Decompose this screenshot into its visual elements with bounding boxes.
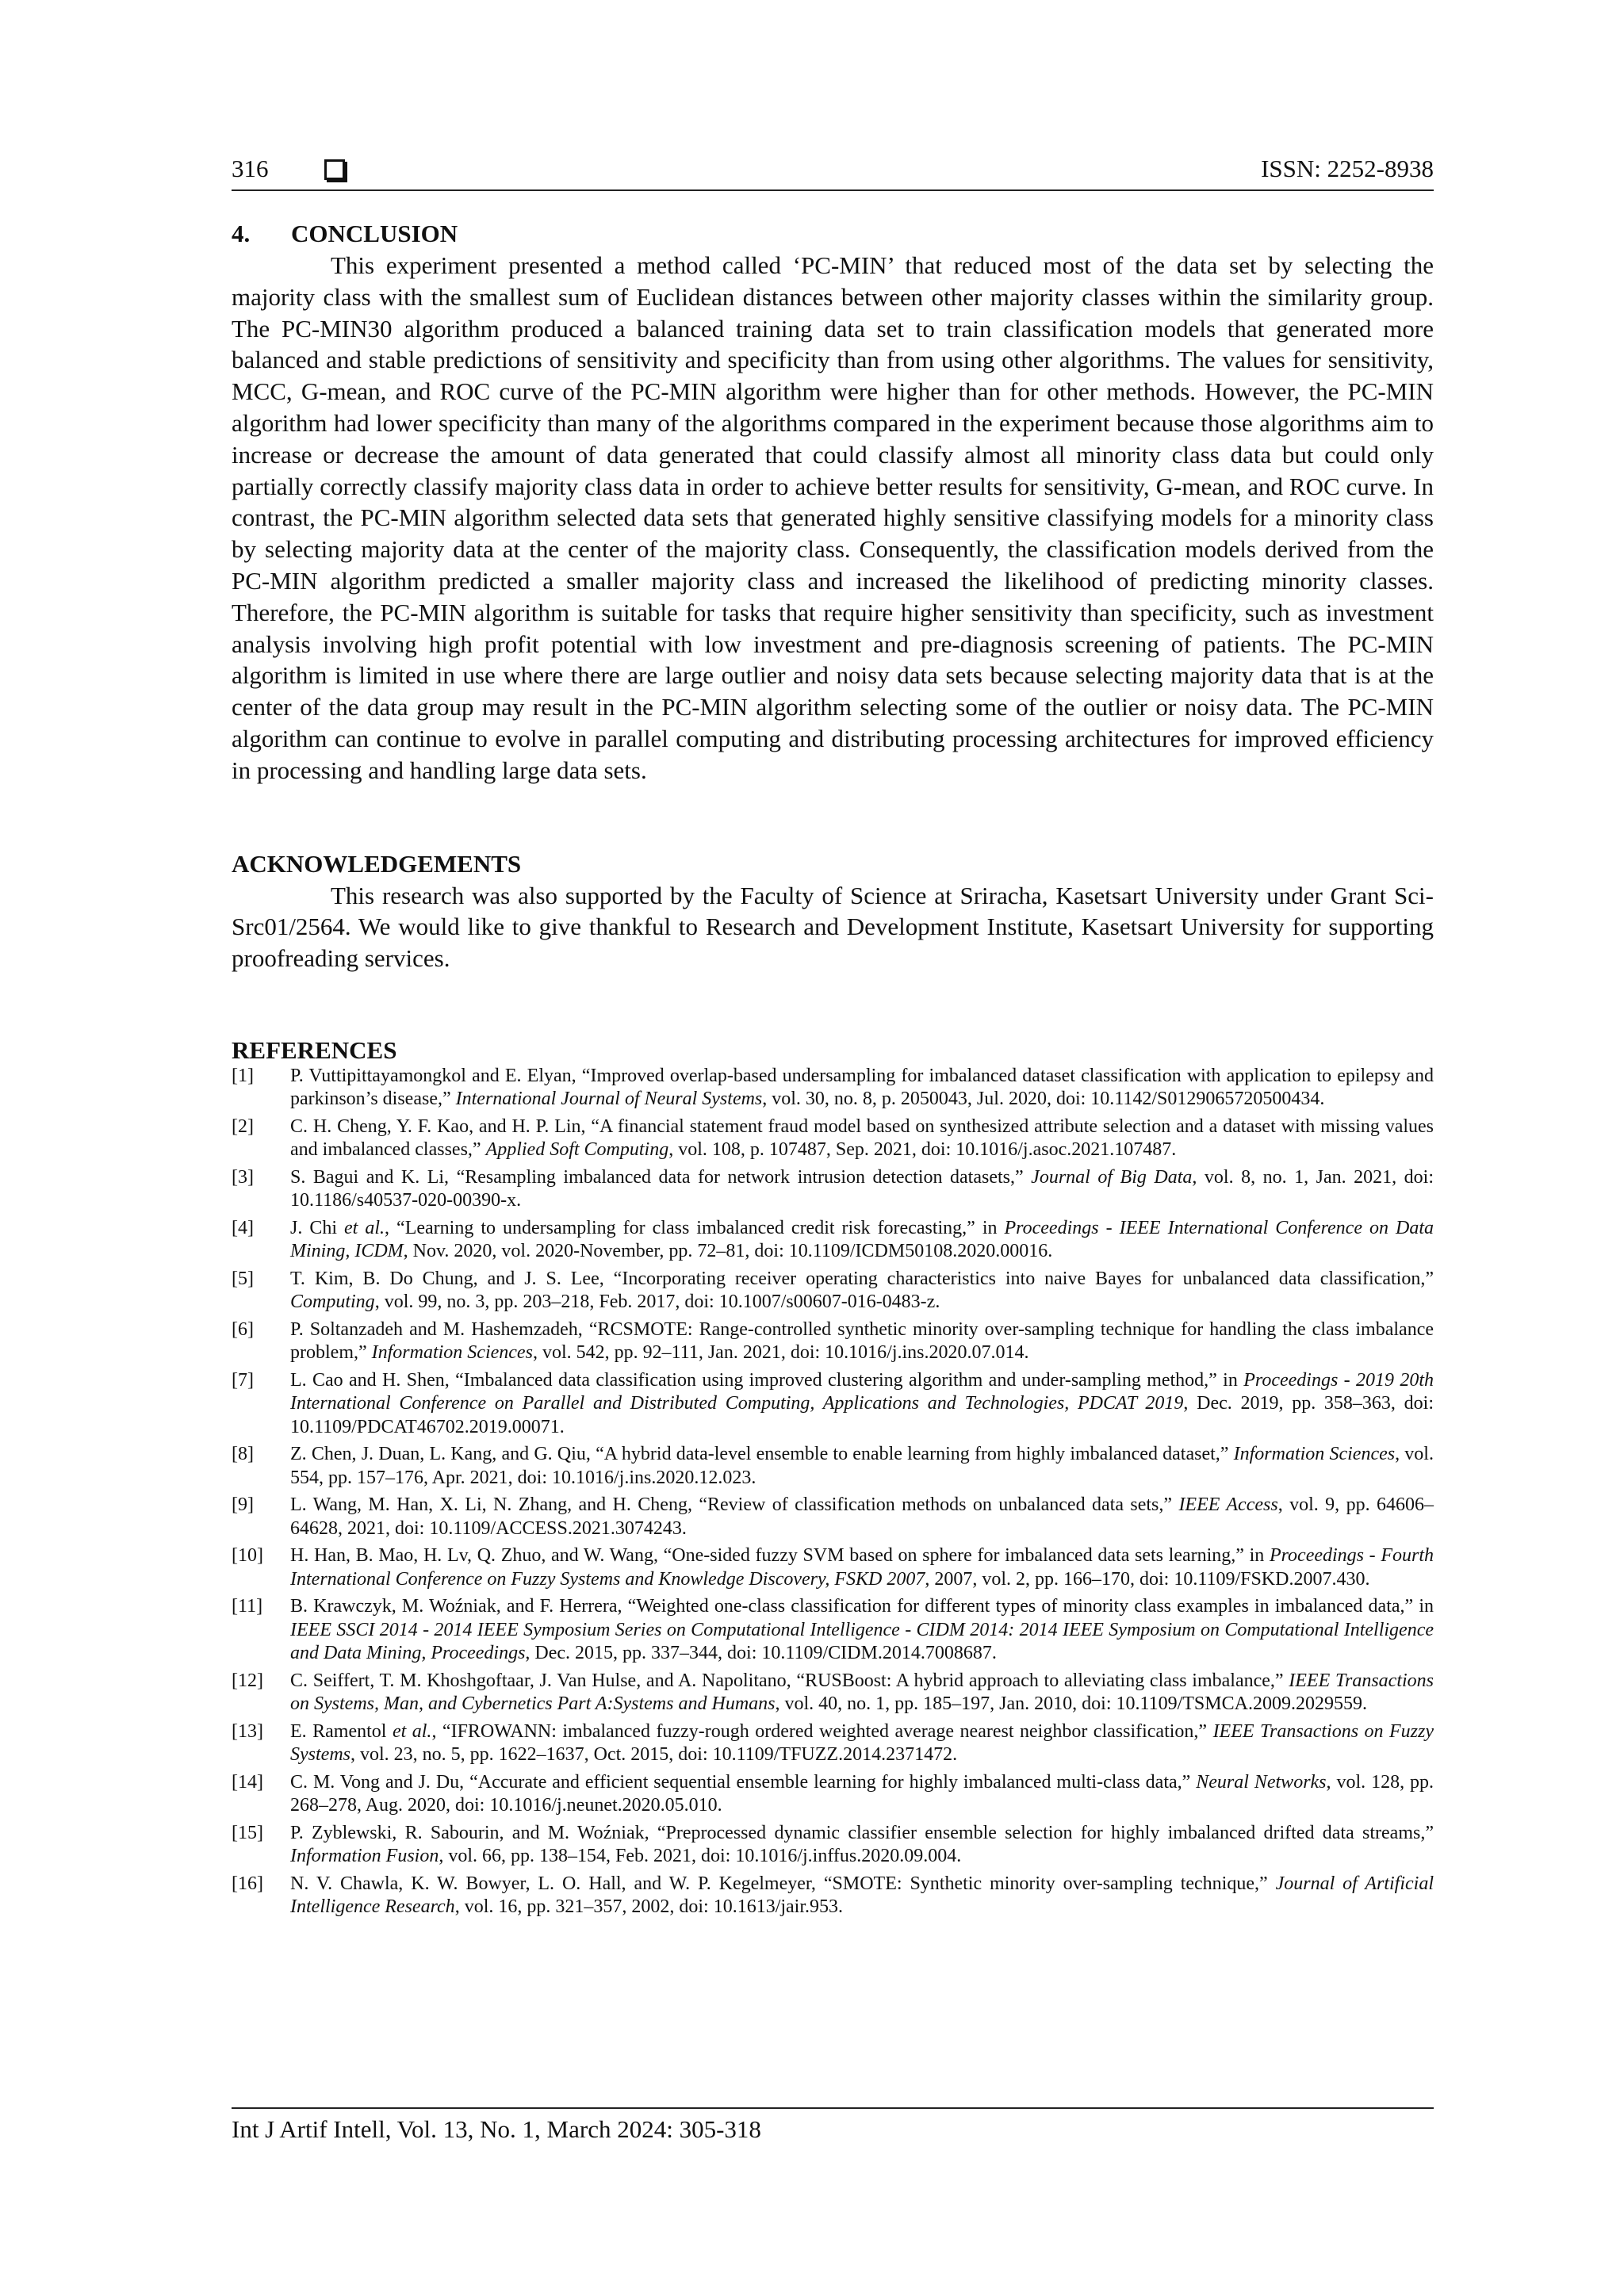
reference-item [232,1369,1434,1440]
reference-before: E. Ramentol [290,1720,393,1742]
reference-venue: Information Sciences [1233,1444,1396,1465]
reference-item [232,1544,1434,1591]
reference-text [290,1369,1434,1440]
reference-venue: IEEE SSCI 2014 - 2014 IEEE Symposium Series on Computational Intelligence - CIDM 2014: 2014 IEEE Symposium on Computational Intelligence and Data Mining, Proceedings [290,1619,1434,1664]
reference-after: , vol. 66, pp. 138–154, Feb. 2021, doi: 10.1016/j.inffus.2020.09.004. [439,1846,962,1867]
reference-after: , Nov. 2020, vol. 2020-November, pp. 72–81, doi: 10.1109/ICDM50108.2020.00016. [403,1241,1053,1262]
reference-venue: Computing [290,1292,375,1313]
reference-item [232,1318,1434,1365]
acknowledgements-heading: ACKNOWLEDGEMENTS [232,849,522,878]
reference-etal: et al. [344,1217,385,1238]
reference-item [232,1166,1434,1213]
reference-mid: , “IFROWANN: imbalanced fuzzy-rough ordered weighted average nearest neighbor classification,” [431,1720,1213,1742]
reference-before: P. Soltanzadeh and M. Hashemzadeh, “RCSMOTE: Range-controlled synthetic minority over-sampling technique for handling the class imbalance problem,” [290,1318,1434,1364]
reference-venue: Applied Soft Computing [485,1139,669,1161]
reference-item [232,1595,1434,1666]
reference-etal: et al. [392,1720,432,1742]
reference-number: [13] [232,1720,263,1742]
reference-after: , vol. 554, pp. 157–176, Apr. 2021, doi: 10.1016/j.ins.2020.12.023. [290,1444,1434,1488]
reference-number: [7] [232,1369,254,1391]
issn: ISSN: 2252-8938 [1261,155,1434,182]
references-list [232,1065,1434,1919]
conclusion-heading [232,218,1434,250]
reference-text [290,1595,1434,1666]
reference-venue: IEEE Access [1178,1494,1278,1516]
reference-before: C. H. Cheng, Y. F. Kao, and H. P. Lin, “A financial statement fraud model based on synthesized attribute selection and a dataset with missing values and imbalanced classes,” [290,1115,1434,1161]
reference-number: [2] [232,1115,254,1137]
reference-text [290,1318,1434,1365]
journal-citation: Int J Artif Intell, Vol. 13, No. 1, March 2024: 305-318 [232,2115,761,2143]
reference-before: J. Chi [290,1217,345,1238]
reference-item [232,1443,1434,1490]
reference-text [290,1873,1434,1919]
reference-venue: Proceedings - Fourth International Conference on Fuzzy Systems and Knowledge Discovery, FSKD 2007 [290,1545,1434,1590]
reference-after: , vol. 8, no. 1, Jan. 2021, doi: 10.1186/s40537-020-00390-x. [290,1166,1434,1211]
reference-before: C. M. Vong and J. Du, “Accurate and efficient sequential ensemble learning for highly imbalanced multi-class data,” [290,1771,1197,1793]
reference-venue: IEEE Transactions on Fuzzy Systems [290,1720,1434,1766]
reference-text [290,1443,1434,1490]
page-number: 316 [232,155,269,182]
reference-number: [4] [232,1217,254,1238]
reference-text [290,1670,1434,1716]
reference-number: [5] [232,1268,254,1289]
reference-before: P. Zyblewski, R. Sabourin, and M. Woźniak, “Preprocessed dynamic classifier ensemble selection for highly imbalanced drifted data streams,” [290,1822,1434,1843]
reference-after: , vol. 108, p. 107487, Sep. 2021, doi: 10.1016/j.asoc.2021.107487. [668,1139,1177,1161]
reference-venue: Information Sciences [371,1342,533,1364]
reference-after: , Dec. 2019, pp. 358–363, doi: 10.1109/PDCAT46702.2019.00071. [290,1393,1434,1437]
reference-after: , vol. 542, pp. 92–111, Jan. 2021, doi: 10.1016/j.ins.2020.07.014. [532,1342,1029,1364]
reference-text [290,1217,1434,1264]
reference-number: [9] [232,1494,254,1516]
reference-before: L. Cao and H. Shen, “Imbalanced data classification using improved clustering algorithm and under-sampling method,” in [290,1369,1244,1391]
reference-item [232,1771,1434,1818]
reference-item [232,1720,1434,1767]
section-title: CONCLUSION [291,220,458,247]
reference-after: , Dec. 2015, pp. 337–344, doi: 10.1109/CIDM.2014.7008687. [525,1643,997,1664]
reference-before: B. Krawczyk, M. Woźniak, and F. Herrera, “Weighted one-class classification for different types of minority class examples in imbalanced data,” in [290,1596,1434,1617]
reference-venue: IEEE Transactions on Systems, Man, and Cybernetics Part A:Systems and Humans [290,1670,1434,1715]
reference-number: [1] [232,1065,254,1086]
reference-number: [11] [232,1596,263,1617]
reference-after: , 2007, vol. 2, pp. 166–170, doi: 10.1109/FSKD.2007.430. [925,1568,1370,1590]
reference-item [232,1065,1434,1112]
reference-venue: Information Fusion [290,1846,439,1867]
reference-item [232,1670,1434,1716]
reference-number: [8] [232,1444,254,1465]
reference-after: , vol. 9, pp. 64606–64628, 2021, doi: 10.1109/ACCESS.2021.3074243. [290,1494,1434,1539]
reference-after: , vol. 30, no. 8, p. 2050043, Jul. 2020, doi: 10.1142/S0129065720500434. [762,1089,1325,1110]
reference-text [290,1822,1434,1869]
reference-before: L. Wang, M. Han, X. Li, N. Zhang, and H. Cheng, “Review of classification methods on unbalanced data sets,” [290,1494,1179,1516]
reference-venue: Proceedings - IEEE International Conference on Data Mining, ICDM [290,1217,1434,1262]
reference-before: T. Kim, B. Do Chung, and J. S. Lee, “Incorporating receiver operating characteristics into naive Bayes for unbalanced data classification,” [290,1268,1434,1289]
reference-venue: Journal of Artificial Intelligence Research [290,1873,1434,1918]
reference-venue: Journal of Big Data [1031,1166,1193,1188]
page-header [232,153,1434,191]
reference-number: [10] [232,1545,263,1567]
reference-before: H. Han, B. Mao, H. Lv, Q. Zhuo, and W. Wang, “One-sided fuzzy SVM based on sphere for imbalanced data sets learning,” in [290,1545,1270,1567]
reference-text [290,1771,1434,1818]
page-content [232,218,1434,1923]
reference-text [290,1166,1434,1213]
reference-item [232,1115,1434,1162]
reference-item [232,1494,1434,1540]
reference-text [290,1268,1434,1314]
reference-before: Z. Chen, J. Duan, L. Kang, and G. Qiu, “A hybrid data-level ensemble to enable learning from highly imbalanced dataset,” [290,1444,1234,1465]
reference-item [232,1217,1434,1264]
reference-text [290,1065,1434,1112]
reference-text [290,1544,1434,1591]
reference-venue: Neural Networks [1196,1771,1327,1793]
conclusion-paragraph: This experiment presented a method called ‘PC-MIN’ that reduced most of the data set by selecting the majority class with the smallest sum of Euclidean distances between other majority classes within the similarity group. The PC-MIN30 algorithm produced a balanced training data set to train classification models that generated more balanced and stable predictions of sensitivity and specificity than from using other algorithms. The values for sensitivity, MCC, G-mean, and ROC curve of the PC-MIN algorithm were higher than for other methods. However, the PC-MIN algorithm had lower specificity than many of the algorithms compared in the experiment because those algorithms aim to increase or decrease the amount of data generated that could classify almost all minority class data but could only partially correctly classify majority class data in order to achieve better results for sensitivity, G-mean, and ROC curve. In contrast, the PC-MIN algorithm selected data sets that generated highly sensitive classifying models for a minority class by selecting majority data at the center of the majority class. Consequently, the classification models derived from the PC-MIN algorithm predicted a smaller majority class and increased the likelihood of predicting minority classes. Therefore, the PC-MIN algorithm is suitable for tasks that require higher sensitivity than specificity, such as investment analysis involving high profit potential with low investment and pre-diagnosis screening of patients. The PC-MIN algorithm is limited in use where there are large outlier and noisy data sets because selecting majority data that is at the center of the data group may result in the PC-MIN algorithm selecting some of the outlier or noisy data. The PC-MIN algorithm can continue to evolve in parallel computing and distributing processing architectures for improved efficiency in processing and handling large data sets. [232,251,1434,784]
reference-text [290,1494,1434,1540]
reference-text [290,1115,1434,1162]
reference-number: [6] [232,1318,254,1340]
reference-after: , vol. 40, no. 1, pp. 185–197, Jan. 2010, doi: 10.1109/TSMCA.2009.2029559. [775,1693,1367,1715]
reference-venue: International Journal of Neural Systems [455,1089,763,1110]
square-bullet-icon [324,159,345,180]
reference-before: P. Vuttipittayamongkol and E. Elyan, “Improved overlap-based undersampling for imbalanced dataset classification with application to epilepsy and parkinson’s disease,” [290,1065,1434,1110]
reference-after: , vol. 128, pp. 268–278, Aug. 2020, doi: 10.1016/j.neunet.2020.05.010. [290,1771,1434,1816]
reference-text [290,1720,1434,1767]
references-heading: REFERENCES [232,1035,397,1064]
reference-item [232,1822,1434,1869]
reference-before: N. V. Chawla, K. W. Bowyer, L. O. Hall, and W. P. Kegelmeyer, “SMOTE: Synthetic minority over-sampling technique,” [290,1873,1276,1894]
reference-item [232,1873,1434,1919]
reference-after: , vol. 16, pp. 321–357, 2002, doi: 10.1613/jair.953. [454,1896,844,1918]
section-number: 4. [232,220,251,247]
reference-after: , vol. 23, no. 5, pp. 1622–1637, Oct. 2015, doi: 10.1109/TFUZZ.2014.2371472. [350,1744,958,1766]
reference-before: C. Seiffert, T. M. Khoshgoftaar, J. Van Hulse, and A. Napolitano, “RUSBoost: A hybrid approach to alleviating class imbalance,” [290,1670,1289,1691]
reference-before: S. Bagui and K. Li, “Resampling imbalanced data for network intrusion detection datasets,” [290,1166,1032,1188]
reference-number: [3] [232,1166,254,1188]
reference-item [232,1268,1434,1314]
reference-number: [12] [232,1670,263,1691]
page-footer [232,2107,1434,2145]
reference-venue: Proceedings - 2019 20th International Conference on Parallel and Distributed Computing, Applications and Technologies, PDCAT 2019 [290,1369,1434,1414]
reference-mid: , “Learning to undersampling for class imbalanced credit risk forecasting,” in [385,1217,1005,1238]
reference-after: , vol. 99, no. 3, pp. 203–218, Feb. 2017, doi: 10.1007/s00607-016-0483-z. [374,1292,940,1313]
reference-number: [14] [232,1771,263,1793]
reference-number: [15] [232,1822,263,1843]
reference-number: [16] [232,1873,263,1894]
acknowledgements-paragraph: This research was also supported by the Faculty of Science at Sriracha, Kasetsart University under Grant Sci-Src01/2564. We would like to give thankful to Research and Development Institute, Kasetsart University for supporting proofreading services. [232,881,1434,973]
